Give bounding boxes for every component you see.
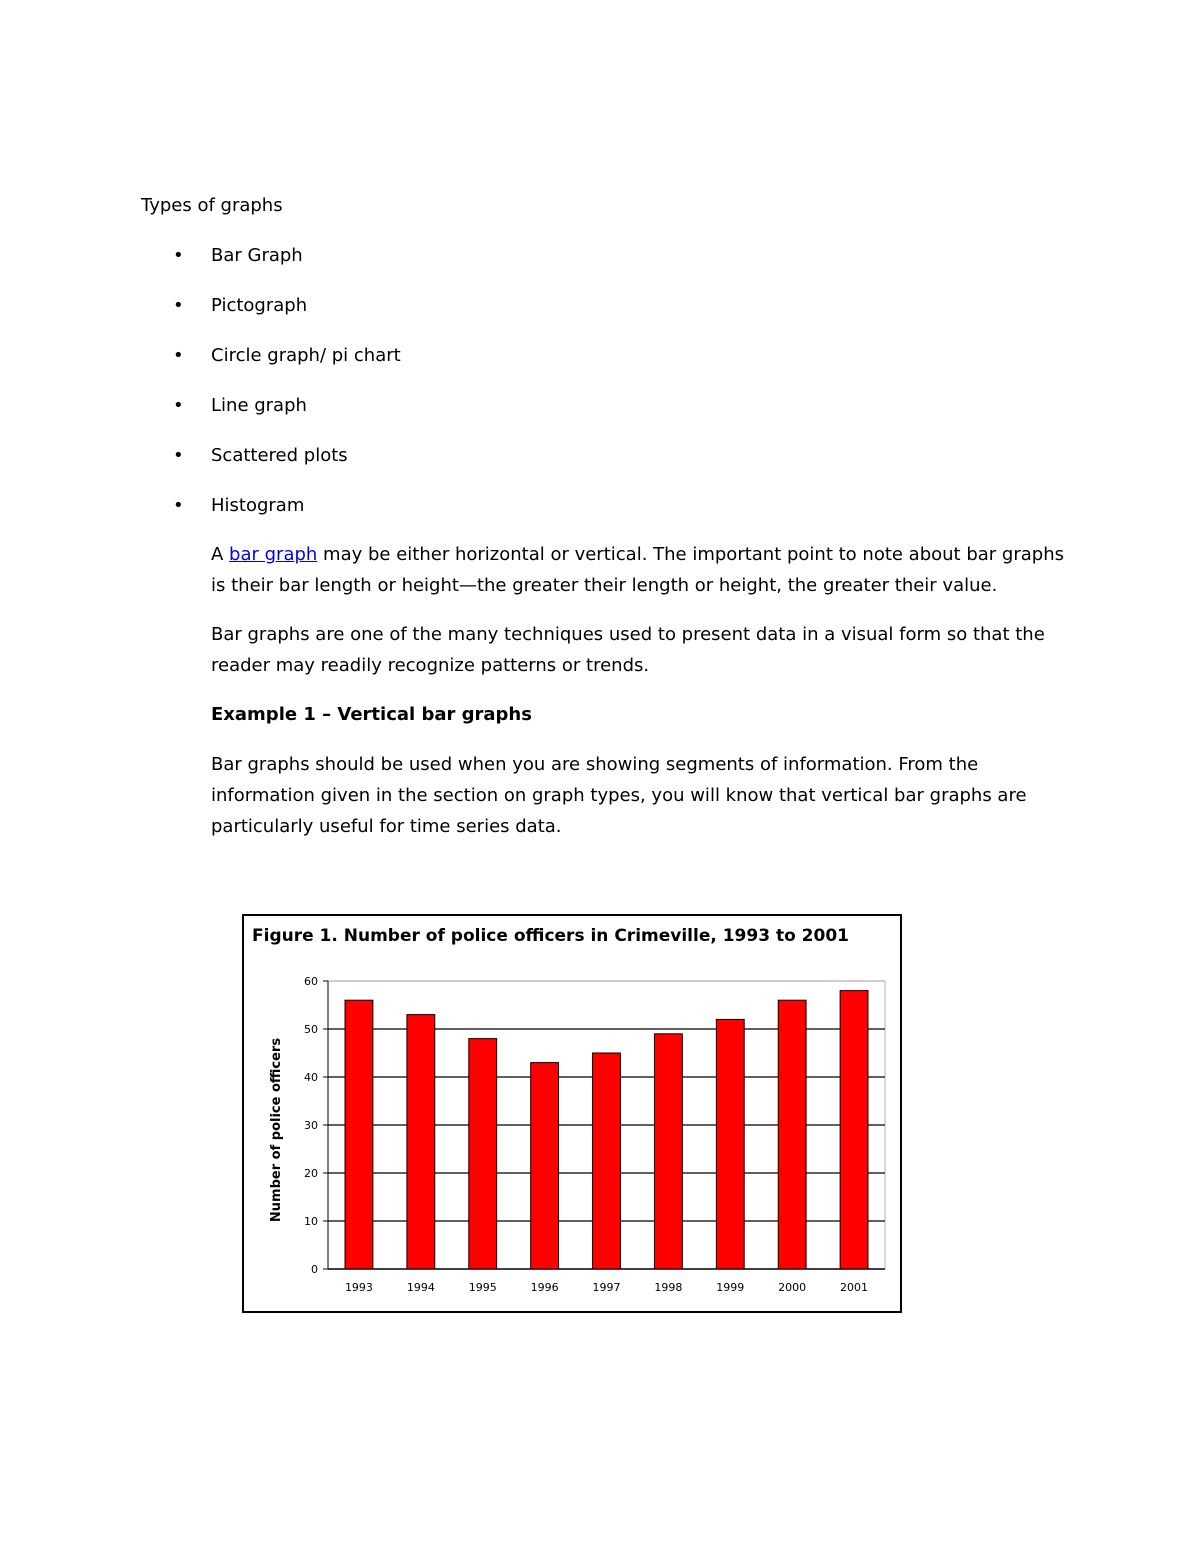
list-item-label: Bar Graph <box>211 245 303 266</box>
bullet-icon: • <box>173 445 184 466</box>
y-tick-label: 20 <box>304 1167 318 1180</box>
list-item <box>0 440 1200 490</box>
bullet-icon: • <box>173 295 184 316</box>
list-item-label: Circle graph/ pi chart <box>211 345 401 366</box>
bullet-icon: • <box>173 245 184 266</box>
list-item-label: Line graph <box>211 395 307 416</box>
bar-1998 <box>654 1034 682 1269</box>
bullet-icon: • <box>173 345 184 366</box>
bar-1996 <box>531 1063 559 1269</box>
x-tick-label: 1995 <box>468 1281 497 1294</box>
list-item-label: Histogram <box>211 495 305 516</box>
bar-1997 <box>593 1053 621 1269</box>
bar-1995 <box>469 1039 497 1269</box>
x-tick-label: 1999 <box>716 1281 745 1294</box>
x-tick-label: 1994 <box>406 1281 435 1294</box>
bar-graph-link[interactable]: bar graph <box>229 544 318 565</box>
y-tick-label: 50 <box>304 1023 318 1036</box>
x-tick-label: 2000 <box>778 1281 807 1294</box>
y-axis-label: Number of police officers <box>269 1037 284 1223</box>
y-tick-label: 10 <box>304 1215 318 1228</box>
bar-graph-definition-paragraph <box>211 539 1071 601</box>
paragraph-text: may be either horizontal or vertical. The important point to note about bar graphs is their bar length or height—the greater their length or height, the greater their value. <box>211 544 1064 596</box>
y-tick-label: 30 <box>304 1119 318 1132</box>
bullet-icon: • <box>173 395 184 416</box>
list-item-label: Scattered plots <box>211 445 348 466</box>
bar-1999 <box>716 1019 744 1269</box>
bar-1994 <box>407 1015 435 1269</box>
y-tick-label: 40 <box>304 1071 318 1084</box>
list-item <box>0 290 1200 340</box>
x-tick-label: 1997 <box>592 1281 621 1294</box>
list-item <box>0 340 1200 390</box>
bar-2001 <box>840 991 868 1269</box>
x-tick-label: 1998 <box>654 1281 683 1294</box>
bar-1993 <box>345 1000 373 1269</box>
paragraph-prefix: A <box>211 544 230 565</box>
graph-types-list <box>0 240 1200 540</box>
list-item <box>0 490 1200 540</box>
list-item <box>0 390 1200 440</box>
y-tick-label: 0 <box>311 1263 318 1276</box>
page-heading: Types of graphs <box>141 195 283 216</box>
bar-2000 <box>778 1000 806 1269</box>
x-tick-label: 1993 <box>344 1281 373 1294</box>
bullet-icon: • <box>173 495 184 516</box>
list-item <box>0 240 1200 290</box>
bar-chart <box>244 916 900 1311</box>
example-heading: Example 1 – Vertical bar graphs <box>211 704 532 725</box>
bar-graph-purpose-paragraph: Bar graphs are one of the many techniques used to present data in a visual form so that the reader may readily recognize patterns or trends. <box>211 624 1045 676</box>
vertical-bar-usage-paragraph: Bar graphs should be used when you are showing segments of information. From the information given in the section on graph types, you will know that vertical bar graphs are particularly useful for time series data. <box>211 754 1027 837</box>
chart-title: Figure 1. Number of police officers in Crimeville, 1993 to 2001 <box>252 926 850 946</box>
list-item-label: Pictograph <box>211 295 308 316</box>
figure-chart <box>242 914 902 1313</box>
y-tick-label: 60 <box>304 975 318 988</box>
x-tick-label: 1996 <box>530 1281 559 1294</box>
x-tick-label: 2001 <box>840 1281 869 1294</box>
